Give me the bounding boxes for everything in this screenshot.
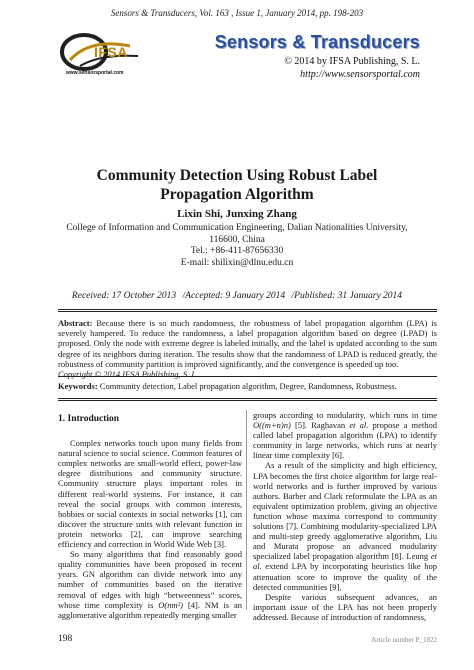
page-number: 198 — [58, 634, 73, 644]
right-paragraph-2: As a result of the simplicity and high efficiency, LPA becomes the first choice algorithm for large real-world networks and is further improved by various authors. Barber and Clark reformulate the LPA as an equivalent optimization problem, giving an objective function whose maxima correspond to community solutions [7]. Combining modularity-specialized LPA and multi-step greedy agglomerative algorithm, Liu and Murata propose an advanced modularity specialized label propagation algorithm [8]. Leung et al. extend LPA by incorporating heuristics like hop attenuation score to improve the quality of the detected communities [9]. — [253, 460, 437, 592]
journal-name: Sensors & Transducers — [214, 32, 420, 52]
published-date: /Published: 31 January 2014 — [291, 291, 403, 301]
intro-paragraph-2: So many algorithms that find reasonably good quality communities have been proposed in recent years. GN algorithm can divide network into any number of communities based on the iterative removal of edges with high “betweenness” scores, whose time complexity is O(nm²) [4]. NM is an agglomerative algorithm repeatedly merging smaller — [58, 549, 242, 620]
publication-dates — [0, 291, 474, 301]
title-line-1: Community Detection Using Robust Label — [96, 167, 378, 184]
abstract-copyright: Copyright © 2014 IFSA Publishing, S. L. — [58, 369, 199, 380]
accepted-date: /Accepted: 9 January 2014 — [182, 291, 286, 301]
complexity-expression: O((m+n)n) — [253, 420, 291, 431]
affiliation-line-2: 116600, China — [209, 234, 265, 245]
article-number: Article number P_1822 — [371, 636, 437, 644]
complexity-expression: O(nm²) — [158, 599, 184, 610]
masthead — [60, 30, 420, 86]
affiliation-line-1: College of Information and Communication Engineering, Dalian Nationalities University, — [66, 223, 408, 233]
column-divider — [246, 410, 247, 610]
affiliation-tel: Tel.: +86-411-87656330 — [190, 246, 284, 256]
bottom-rule — [58, 398, 437, 401]
logo-text: IFSA — [94, 44, 128, 60]
journal-url[interactable]: http://www.sensorsportal.com — [300, 69, 420, 80]
right-paragraph-3: Despite various subsequent advances, an important issue of the LPA has not been properly addressed. Because of introduction of randomness, — [253, 591, 437, 622]
abstract-text: Because there is so much randomness, the robustness of label propagation algorithm (LPA) is severely hampered. To reduce the randomness, a label propagation algorithm based on degree (LPAD) is proposed. Only the node with extreme degree is labeled initially, and the label is updated according to the sum degree of its neighbors during iteration. The results show that the randomness of LPAD is reduced greatly, the robustness of community partition is improved significantly, and the convergence is speeded up too. — [58, 318, 437, 369]
ifsa-logo — [60, 30, 150, 86]
section-heading-introduction: 1. Introduction — [58, 414, 120, 424]
logo-url: www.sensorsportal.com — [66, 70, 124, 76]
right-paragraph-1: groups according to modularity, which runs in time O((m+n)n) [5]. Raghavan et al. propose a method called label propagation algorithm (LPA) to identify community in large networks, which runs at nearly linear time complexity [6]. — [253, 410, 437, 461]
title-line-2: Propagation Algorithm — [160, 186, 314, 203]
journal-copyright: © 2014 by IFSA Publishing, S. L. — [284, 56, 420, 67]
abstract — [58, 318, 437, 379]
mid-rule — [58, 376, 437, 377]
abstract-label: Abstract: — [58, 318, 93, 328]
received-date: Received: 17 October 2013 — [71, 291, 177, 301]
left-column — [58, 410, 242, 620]
keywords-label: Keywords: — [58, 381, 98, 391]
intro-paragraph-1: Complex networks touch upon many fields from natural science to social science. Common features of complex networks are small-world effect, power-law degree distributions and community structure. Community structure plays important roles in different real-world systems. For instance, it can reveal the social groups with common interests, hobbies or social contexts in social networks [1], can discover the structure units with relevant function in protein networks [2], can improve searching efficiency and correction in World Wide Web [3]. — [58, 438, 242, 550]
et-al: et al. — [253, 551, 437, 572]
keywords — [58, 381, 437, 391]
authors: Lixin Shi, Junxing Zhang — [177, 208, 297, 220]
affiliation-email[interactable]: E-mail: shilixin@dlnu.edu.cn — [180, 257, 294, 268]
paper-title — [0, 166, 474, 204]
right-column — [253, 410, 437, 622]
running-head: Sensors & Transducers, Vol. 163 , Issue 1, January 2014, pp. 198-203 — [110, 8, 364, 18]
top-rule — [58, 309, 437, 312]
keywords-text: Community detection, Label propagation algorithm, Degree, Randomness, Robustness. — [99, 381, 397, 391]
et-al: et al. — [349, 420, 369, 431]
affiliation — [0, 223, 474, 269]
